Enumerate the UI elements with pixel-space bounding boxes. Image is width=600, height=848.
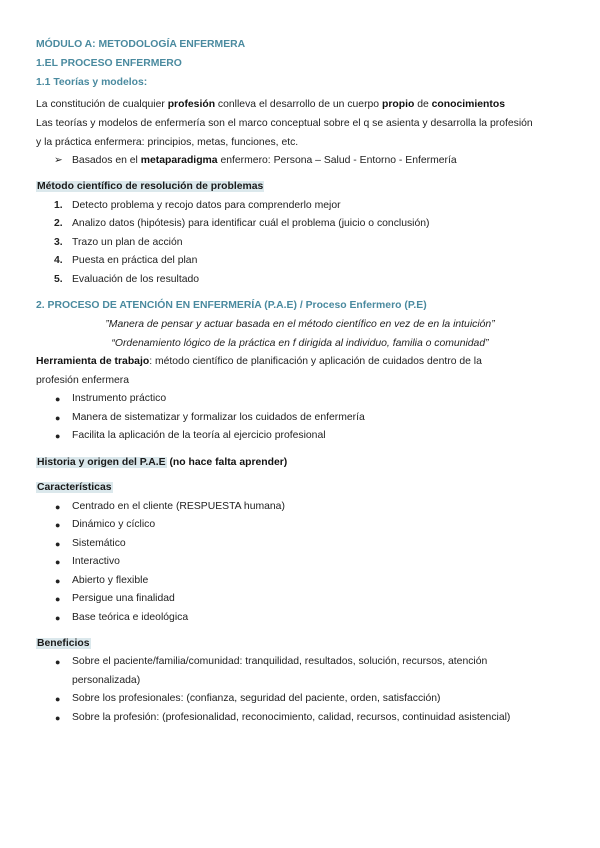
p1-bold-conocimientos: conocimientos xyxy=(431,99,505,110)
bullet-icon: ● xyxy=(55,713,61,723)
bullet-icon: ● xyxy=(55,594,61,604)
item-text: Facilita la aplicación de la teoría al ejercicio profesional xyxy=(72,430,326,441)
bullet-icon: ● xyxy=(55,431,61,441)
bullet-icon: ● xyxy=(55,520,61,530)
arrow-item-text xyxy=(72,152,457,171)
item-text: Analizo datos (hipótesis) para identificar cuál el problema (juicio o conclusión) xyxy=(72,218,430,229)
arrow-text-a: Basados en el xyxy=(72,155,141,166)
bullet-icon: ● xyxy=(55,413,61,423)
item-number: 4. xyxy=(54,255,63,266)
bullet-icon: ● xyxy=(55,613,61,623)
p1-bold-propio: propio xyxy=(381,99,415,110)
bullet-icon: ● xyxy=(55,502,61,512)
section-title-2: 2. PROCESO DE ATENCIÓN EN ENFERMERÍA (P.A.E) / Proceso Enfermero (P.E) xyxy=(36,300,427,311)
item-number: 2. xyxy=(54,218,63,229)
bullet-icon: ● xyxy=(55,576,61,586)
method-heading-line xyxy=(36,178,580,197)
item-text: Trazo un plan de acción xyxy=(72,237,183,248)
arrow-list-item xyxy=(0,152,600,171)
bullet-icon: ● xyxy=(55,657,61,667)
quote-1: ”Manera de pensar y actuar basada en el método científico en vez de en la intuición” xyxy=(105,319,495,330)
p1-text-c: conlleva el desarrollo de un cuerpo xyxy=(215,99,382,110)
item-text: Detecto problema y recojo datos para comprenderlo mejor xyxy=(72,200,341,211)
bullet-icon: ● xyxy=(55,694,61,704)
paragraph-1 xyxy=(36,96,580,115)
arrow-bold-metaparadigma: metaparadigma xyxy=(140,155,218,166)
item-text: Instrumento práctico xyxy=(72,393,167,404)
p1-text-e: de xyxy=(414,99,432,110)
paragraph-2-line-1: Las teorías y modelos de enfermería son el marco conceptual sobre el q se asienta y desarrolla la profesión xyxy=(36,118,533,129)
section-title-1: 1.EL PROCESO ENFERMERO xyxy=(36,58,182,69)
method-heading: Método científico de resolución de problemas xyxy=(37,181,264,192)
item-text: personalizada) xyxy=(72,675,141,686)
bullet-icon: ● xyxy=(55,539,61,549)
item-text: Sobre el paciente/familia/comunidad: tranquilidad, resultados, solución, recursos, atención xyxy=(72,656,488,667)
item-text: Persigue una finalidad xyxy=(72,593,175,604)
bullet-icon: ● xyxy=(55,557,61,567)
item-number: 5. xyxy=(54,274,63,285)
arrow-text-c: enfermero: Persona – Salud - Entorno - Enfermería xyxy=(217,155,457,166)
paragraph-2-line-2: y la práctica enfermera: principios, metas, funciones, etc. xyxy=(36,137,299,148)
item-text: Interactivo xyxy=(72,556,120,567)
item-text: Base teórica e ideológica xyxy=(72,612,189,623)
tool-paragraph-line-2: profesión enfermera xyxy=(36,375,129,386)
item-number: 1. xyxy=(54,200,63,211)
benefits-heading-line xyxy=(36,635,580,654)
tool-label: Herramienta de trabajo xyxy=(36,356,150,367)
bullet-icon: ● xyxy=(55,394,61,404)
arrow-icon: ➢ xyxy=(54,155,63,166)
item-text: Manera de sistematizar y formalizar los cuidados de enfermería xyxy=(72,412,365,423)
quote-2: “Ordenamiento lógico de la práctica en f dirigida al individuo, familia o comunidad” xyxy=(111,338,489,349)
tool-text: : método científico de planificación y aplicación de cuidados dentro de la xyxy=(149,356,482,367)
item-text: Centrado en el cliente (RESPUESTA humana) xyxy=(72,501,285,512)
item-text: Sobre la profesión: (profesionalidad, reconocimiento, calidad, recursos, continuidad asistencial) xyxy=(72,712,511,723)
history-note: (no hace falta aprender) xyxy=(166,457,288,468)
item-text: Abierto y flexible xyxy=(72,575,149,586)
history-heading: Historia y origen del P.A.E xyxy=(37,457,166,468)
characteristics-heading-line xyxy=(36,479,580,498)
item-text: Evaluación de los resultado xyxy=(72,274,200,285)
p1-bold-profesion: profesión xyxy=(167,99,216,110)
characteristics-heading: Características xyxy=(37,482,112,493)
item-text: Puesta en práctica del plan xyxy=(72,255,198,266)
item-number: 3. xyxy=(54,237,63,248)
item-text: Sobre los profesionales: (confianza, seguridad del paciente, orden, satisfacción) xyxy=(72,693,441,704)
subsection-title: 1.1 Teorías y modelos: xyxy=(36,77,148,88)
benefits-heading: Beneficios xyxy=(37,638,90,649)
history-heading-line xyxy=(36,454,580,473)
p1-text-a: La constitución de cualquier xyxy=(36,99,168,110)
item-text: Sistemático xyxy=(72,538,126,549)
module-title: MÓDULO A: METODOLOGÍA ENFERMERA xyxy=(36,39,246,50)
tool-paragraph-line-1 xyxy=(36,353,580,372)
item-text: Dinámico y cíclico xyxy=(72,519,156,530)
